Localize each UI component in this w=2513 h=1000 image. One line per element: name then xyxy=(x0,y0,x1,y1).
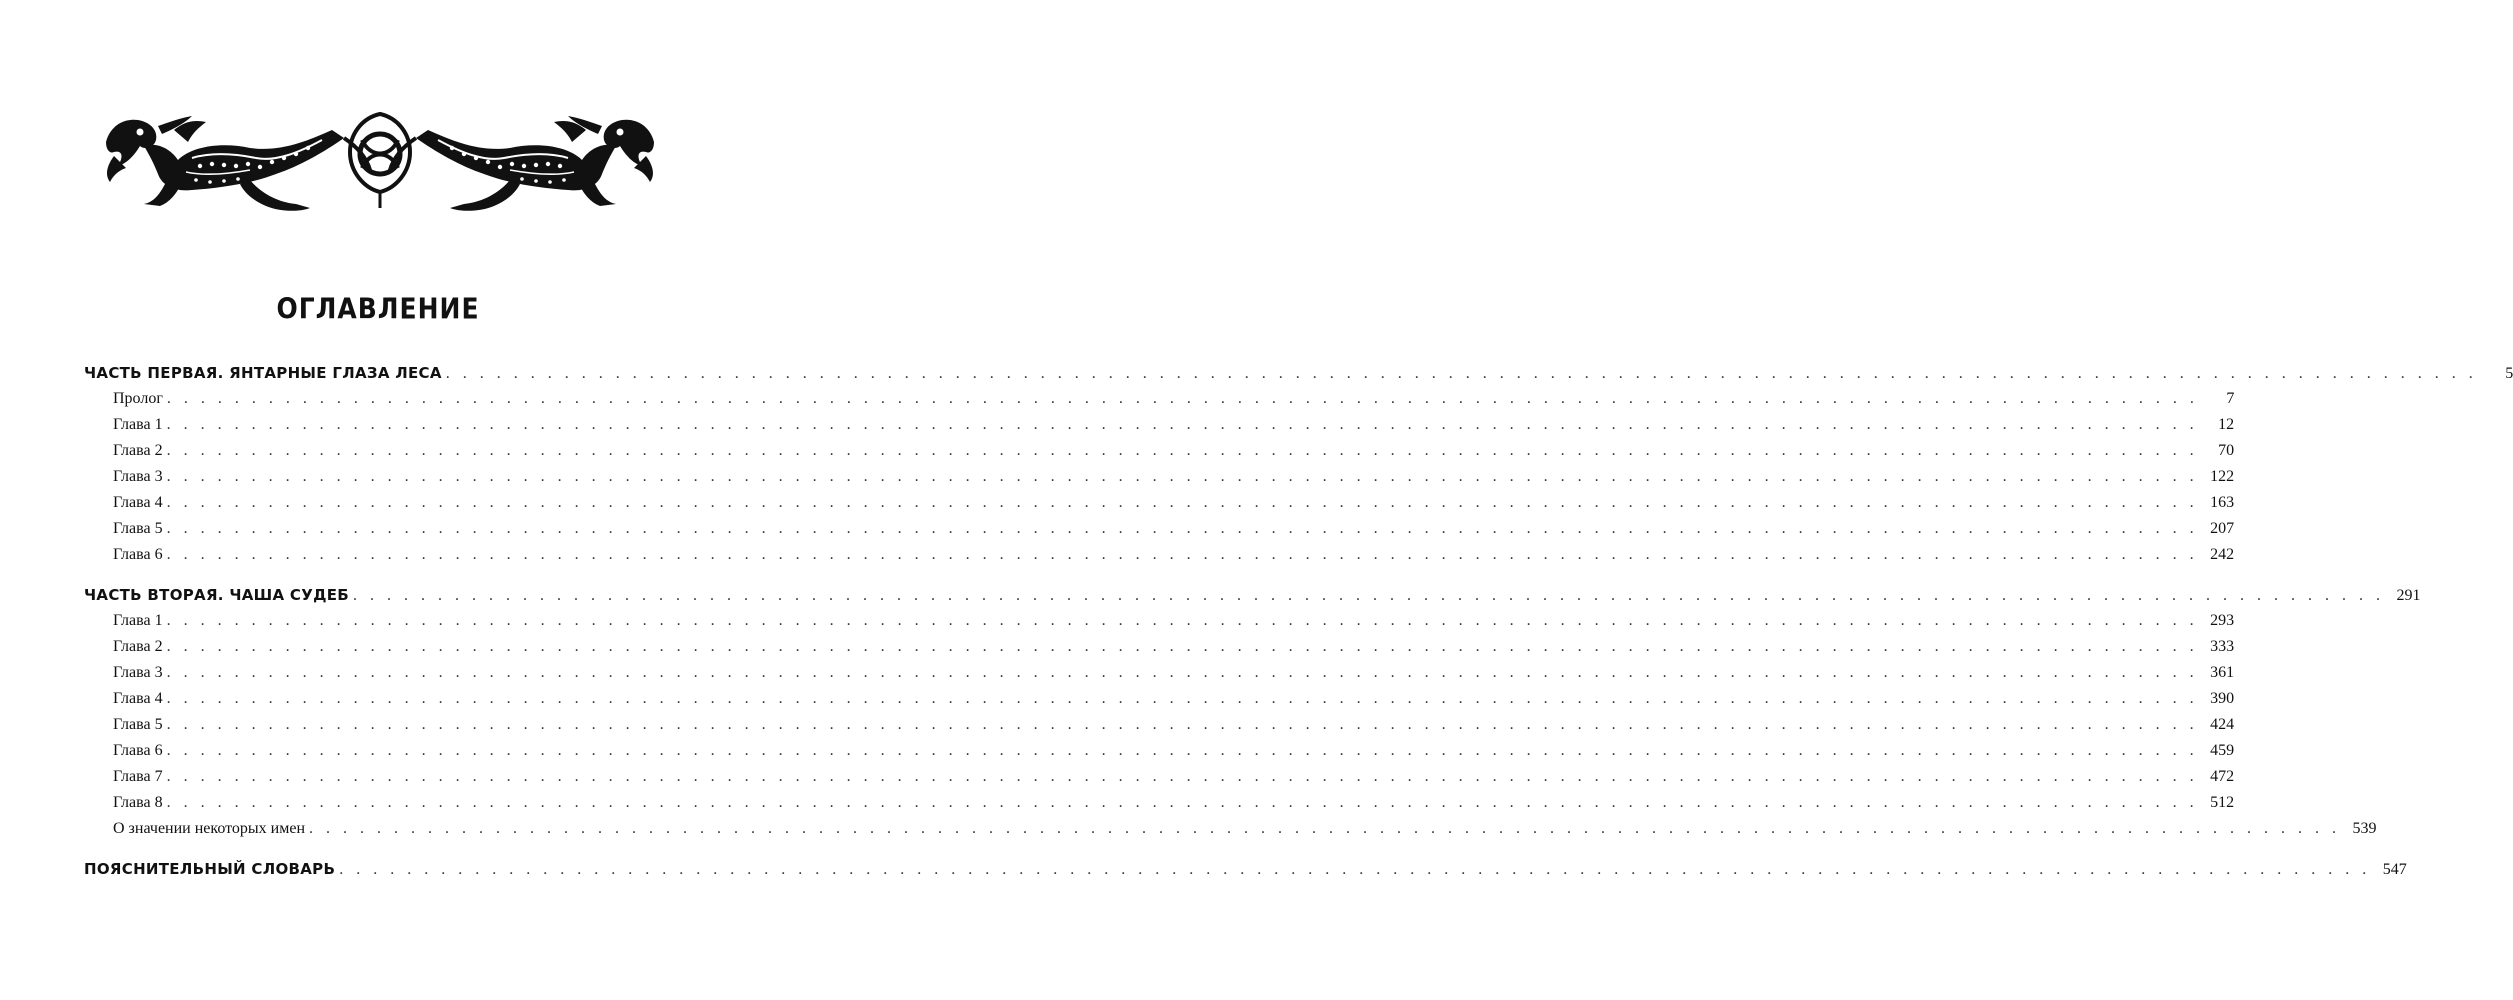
toc-part-entry[interactable] xyxy=(84,582,2421,608)
center-knot-icon xyxy=(344,114,416,208)
toc-page-number: 472 xyxy=(2210,768,2235,785)
toc-chapter-entry[interactable] xyxy=(113,438,2235,464)
toc-entry-label: Глава 4 xyxy=(113,494,163,511)
toc-chapter-entry[interactable] xyxy=(113,764,2235,790)
page-title: ОГЛАВЛЕНИЕ xyxy=(276,291,480,326)
dot-leader: . . . . . . . . . . . . . . . . . . . . . . . . . . . . . . . . . . . . . . . . . . . . . . . . . . . . . . . . . . . . . . . . . . . . . . . . . . . . . . . . . . . . . . . . . . . . . . . . . . . . . . . . . . . . . . . . . . . . . . . . xyxy=(166,690,2199,707)
toc-page-number: 424 xyxy=(2210,716,2235,733)
toc-part-entry[interactable] xyxy=(84,360,2513,386)
toc-chapter-entry[interactable] xyxy=(113,412,2235,438)
toc-chapter-entry[interactable] xyxy=(113,712,2235,738)
toc-chapter-entry[interactable] xyxy=(113,686,2235,712)
dot-leader: . . . . . . . . . . . . . . . . . . . . . . . . . . . . . . . . . . . . . . . . . . . . . . . . . . . . . . . . . . . . . . . . . . . . . . . . . . . . . . . . . . . . . . . . . . . . . . . . . . . . . . . . . . . . . . . . . . . . . . . . xyxy=(166,416,2199,433)
dot-leader: . . . . . . . . . . . . . . . . . . . . . . . . . . . . . . . . . . . . . . . . . . . . . . . . . . . . . . . . . . . . . . . . . . . . . . . . . . . . . . . . . . . . . . . . . . . . . . . . . . . . . . . . . . . . . . . . . . . . . . . . xyxy=(309,820,2341,837)
toc-chapter-entry[interactable] xyxy=(113,464,2235,490)
toc-page-number: 361 xyxy=(2210,664,2235,681)
toc-page-number: 163 xyxy=(2210,494,2235,511)
dot-leader: . . . . . . . . . . . . . . . . . . . . . . . . . . . . . . . . . . . . . . . . . . . . . . . . . . . . . . . . . . . . . . . . . . . . . . . . . . . . . . . . . . . . . . . . . . . . . . . . . . . . . . . . . . . . . . . . . . . . . . . . xyxy=(166,468,2199,485)
toc-page-number: 122 xyxy=(2210,468,2235,485)
toc-page-number: 459 xyxy=(2210,742,2235,759)
dot-leader: . . . . . . . . . . . . . . . . . . . . . . . . . . . . . . . . . . . . . . . . . . . . . . . . . . . . . . . . . . . . . . . . . . . . . . . . . . . . . . . . . . . . . . . . . . . . . . . . . . . . . . . . . . . . . . . . . . . . . . . . xyxy=(166,546,2199,563)
toc-chapter-entry[interactable] xyxy=(113,738,2235,764)
toc-chapter-entry[interactable] xyxy=(113,816,2377,842)
toc-entry-label: Глава 7 xyxy=(113,768,163,785)
toc-chapter-entry[interactable] xyxy=(113,608,2235,634)
dot-leader: . . . . . . . . . . . . . . . . . . . . . . . . . . . . . . . . . . . . . . . . . . . . . . . . . . . . . . . . . . . . . . . . . . . . . . . . . . . . . . . . . . . . . . . . . . . . . . . . . . . . . . . . . . . . . . . . . . . . . . . . xyxy=(166,638,2199,655)
left-dragon-icon xyxy=(106,116,344,211)
toc-page-number: 539 xyxy=(2352,820,2377,837)
dot-leader: . . . . . . . . . . . . . . . . . . . . . . . . . . . . . . . . . . . . . . . . . . . . . . . . . . . . . . . . . . . . . . . . . . . . . . . . . . . . . . . . . . . . . . . . . . . . . . . . . . . . . . . . . . . . . . . . . . . . . . . . xyxy=(166,768,2199,785)
toc-page-number: 547 xyxy=(2382,861,2407,878)
dot-leader: . . . . . . . . . . . . . . . . . . . . . . . . . . . . . . . . . . . . . . . . . . . . . . . . . . . . . . . . . . . . . . . . . . . . . . . . . . . . . . . . . . . . . . . . . . . . . . . . . . . . . . . . . . . . . . . . . . . . . . . . xyxy=(166,390,2199,407)
dot-leader: . . . . . . . . . . . . . . . . . . . . . . . . . . . . . . . . . . . . . . . . . . . . . . . . . . . . . . . . . . . . . . . . . . . . . . . . . . . . . . . . . . . . . . . . . . . . . . . . . . . . . . . . . . . . . . . . . . . . . . . . xyxy=(166,716,2199,733)
toc-page-number: 293 xyxy=(2210,612,2235,629)
toc-entry-label: Глава 2 xyxy=(113,442,163,459)
dot-leader: . . . . . . . . . . . . . . . . . . . . . . . . . . . . . . . . . . . . . . . . . . . . . . . . . . . . . . . . . . . . . . . . . . . . . . . . . . . . . . . . . . . . . . . . . . . . . . . . . . . . . . . . . . . . . . . . . . . . . . . . xyxy=(166,442,2199,459)
toc-chapter-entry[interactable] xyxy=(113,516,2235,542)
toc-entry-label: Глава 3 xyxy=(113,664,163,681)
toc-entry-label: Глава 8 xyxy=(113,794,163,811)
dot-leader: . . . . . . . . . . . . . . . . . . . . . . . . . . . . . . . . . . . . . . . . . . . . . . . . . . . . . . . . . . . . . . . . . . . . . . . . . . . . . . . . . . . . . . . . . . . . . . . . . . . . . . . . . . . . . . . . . . . . . . . . xyxy=(166,742,2199,759)
toc-entry-label: Глава 6 xyxy=(113,546,163,563)
toc-page-number: 512 xyxy=(2210,794,2235,811)
dot-leader: . . . . . . . . . . . . . . . . . . . . . . . . . . . . . . . . . . . . . . . . . . . . . . . . . . . . . . . . . . . . . . . . . . . . . . . . . . . . . . . . . . . . . . . . . . . . . . . . . . . . . . . . . . . . . . . . . . . . . . . . xyxy=(339,861,2371,878)
toc-chapter-entry[interactable] xyxy=(113,490,2235,516)
toc-entry-label: Глава 4 xyxy=(113,690,163,707)
toc-entry-label: ПОЯСНИТЕЛЬНЫЙ СЛОВАРЬ xyxy=(84,860,336,878)
toc-chapter-entry[interactable] xyxy=(113,790,2235,816)
toc-entry-label: ЧАСТЬ ВТОРАЯ. ЧАША СУДЕБ xyxy=(84,586,350,604)
dot-leader: . . . . . . . . . . . . . . . . . . . . . . . . . . . . . . . . . . . . . . . . . . . . . . . . . . . . . . . . . . . . . . . . . . . . . . . . . . . . . . . . . . . . . . . . . . . . . . . . . . . . . . . . . . . . . . . . . . . . . . . . xyxy=(166,794,2199,811)
toc-part-entry[interactable] xyxy=(84,856,2407,882)
toc-chapter-entry[interactable] xyxy=(113,386,2235,412)
celtic-knot-dragons-ornament-icon xyxy=(100,112,660,214)
toc-entry-label: Глава 2 xyxy=(113,638,163,655)
dot-leader: . . . . . . . . . . . . . . . . . . . . . . . . . . . . . . . . . . . . . . . . . . . . . . . . . . . . . . . . . . . . . . . . . . . . . . . . . . . . . . . . . . . . . . . . . . . . . . . . . . . . . . . . . . . . . . . . . . . . . . . . xyxy=(166,520,2199,537)
toc-entry-label: Глава 1 xyxy=(113,416,163,433)
toc-chapter-entry[interactable] xyxy=(113,660,2235,686)
toc-page-number: 333 xyxy=(2210,638,2235,655)
toc-entry-label: Пролог xyxy=(113,390,163,407)
toc-chapter-entry[interactable] xyxy=(113,634,2235,660)
toc-page-number: 12 xyxy=(2218,416,2235,433)
dot-leader: . . . . . . . . . . . . . . . . . . . . . . . . . . . . . . . . . . . . . . . . . . . . . . . . . . . . . . . . . . . . . . . . . . . . . . . . . . . . . . . . . . . . . . . . . . . . . . . . . . . . . . . . . . . . . . . . . . . . . . . . xyxy=(445,365,2478,382)
toc-page-number: 7 xyxy=(2226,390,2235,407)
dot-leader: . . . . . . . . . . . . . . . . . . . . . . . . . . . . . . . . . . . . . . . . . . . . . . . . . . . . . . . . . . . . . . . . . . . . . . . . . . . . . . . . . . . . . . . . . . . . . . . . . . . . . . . . . . . . . . . . . . . . . . . . xyxy=(166,664,2199,681)
toc-page-number: 5 xyxy=(2505,365,2513,382)
toc-page-number: 207 xyxy=(2210,520,2235,537)
dot-leader: . . . . . . . . . . . . . . . . . . . . . . . . . . . . . . . . . . . . . . . . . . . . . . . . . . . . . . . . . . . . . . . . . . . . . . . . . . . . . . . . . . . . . . . . . . . . . . . . . . . . . . . . . . . . . . . . . . . . . . . . xyxy=(166,494,2199,511)
toc-entry-label: Глава 1 xyxy=(113,612,163,629)
right-dragon-icon xyxy=(416,116,654,211)
toc-entry-label: О значении некоторых имен xyxy=(113,820,306,837)
toc-entry-label: Глава 5 xyxy=(113,520,163,537)
dot-leader: . . . . . . . . . . . . . . . . . . . . . . . . . . . . . . . . . . . . . . . . . . . . . . . . . . . . . . . . . . . . . . . . . . . . . . . . . . . . . . . . . . . . . . . . . . . . . . . . . . . . . . . . . . . . . . . . . . . . . . . . xyxy=(166,612,2199,629)
toc-entry-label: Глава 6 xyxy=(113,742,163,759)
toc-page-number: 390 xyxy=(2210,690,2235,707)
dot-leader: . . . . . . . . . . . . . . . . . . . . . . . . . . . . . . . . . . . . . . . . . . . . . . . . . . . . . . . . . . . . . . . . . . . . . . . . . . . . . . . . . . . . . . . . . . . . . . . . . . . . . . . . . . . . . . . . . . . . . . . . xyxy=(353,587,2385,604)
toc-page-number: 242 xyxy=(2210,546,2235,563)
toc-entry-label: Глава 5 xyxy=(113,716,163,733)
toc-page-number: 70 xyxy=(2218,442,2235,459)
toc-page-number: 291 xyxy=(2396,587,2421,604)
toc-entry-label: Глава 3 xyxy=(113,468,163,485)
toc-chapter-entry[interactable] xyxy=(113,542,2235,568)
toc-entry-label: ЧАСТЬ ПЕРВАЯ. ЯНТАРНЫЕ ГЛАЗА ЛЕСА xyxy=(84,364,442,382)
